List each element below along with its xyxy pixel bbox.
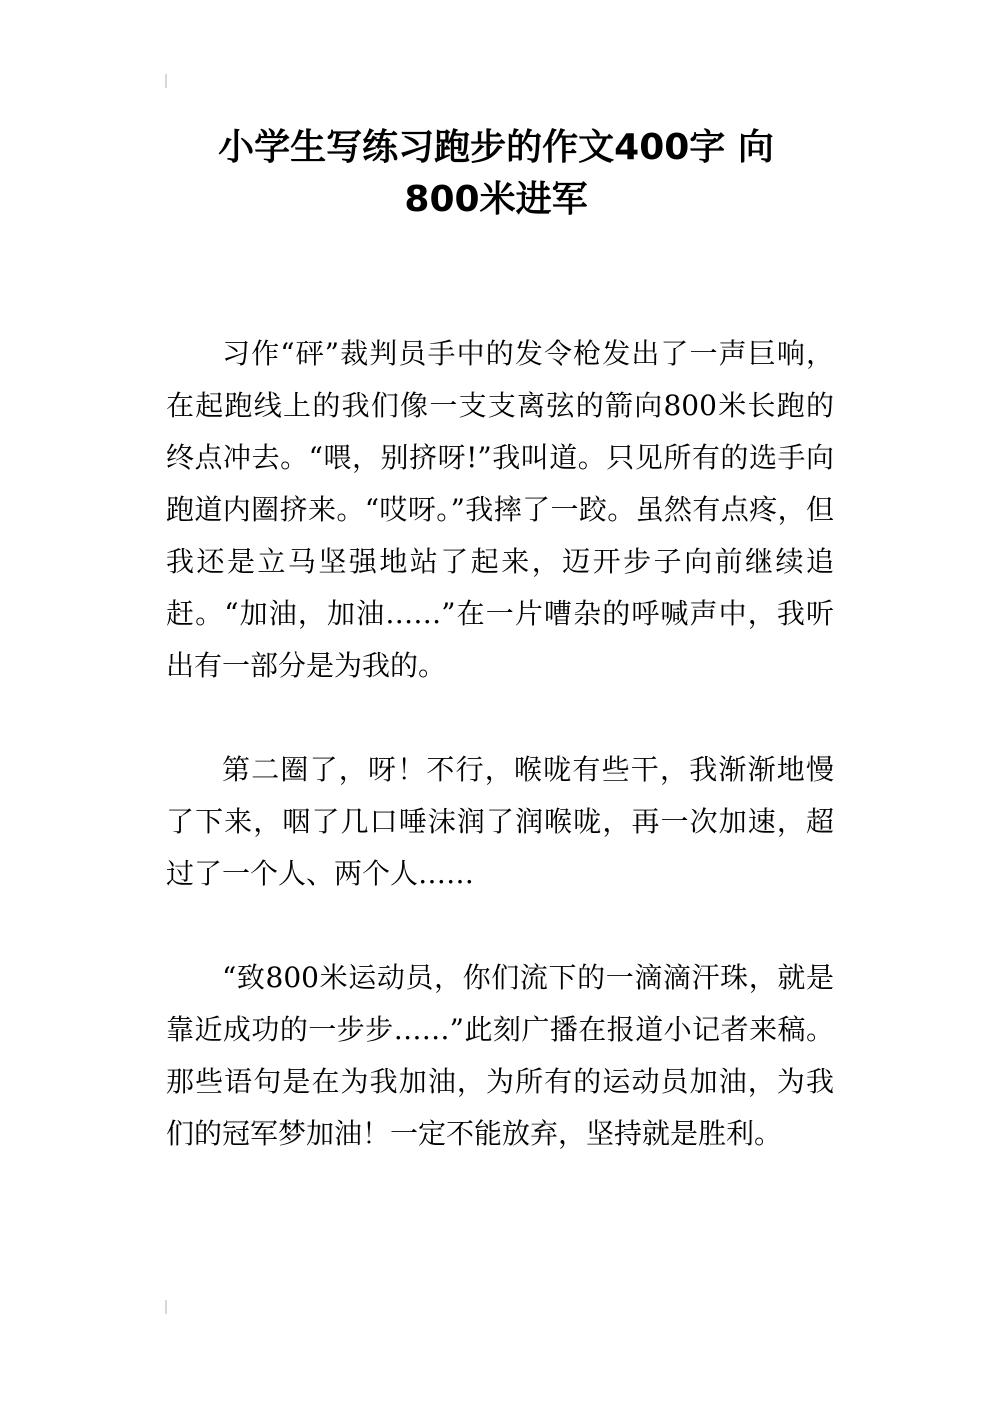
page-margin-mark-top	[165, 74, 167, 88]
paragraph-2: 第二圈了，呀！不行，喉咙有些干，我渐渐地慢了下来，咽了几口唾沫润了润喉咙，再一次加速，超过了一个人、两个人……	[166, 753, 834, 890]
page-margin-mark-bottom	[165, 1300, 167, 1314]
document-title	[150, 122, 842, 226]
paragraph-1: 习作“砰”裁判员手中的发令枪发出了一声巨响，在起跑线上的我们像一支支离弦的箭向800米长跑的终点冲去。“喂，别挤呀!”我叫道。只见所有的选手向跑道内圈挤来。“哎呀。”我摔了一跤。虽然有点疼，但我还是立马坚强地站了起来，迈开步子向前继续追赶。“加油，加油……”在一片嘈杂的呼喊声中，我听出有一部分是为我的。	[166, 337, 834, 682]
title-line-2: 800米进军	[404, 179, 588, 220]
paragraph-3: “致800米运动员，你们流下的一滴滴汗珠，就是靠近成功的一步步……”此刻广播在报道小记者来稿。那些语句是在为我加油，为所有的运动员加油，为我们的冠军梦加油！一定不能放弃，坚持就是胜利。	[166, 961, 834, 1150]
title-line-1: 小学生写练习跑步的作文400字 向	[218, 127, 774, 168]
document-body	[166, 328, 834, 1160]
